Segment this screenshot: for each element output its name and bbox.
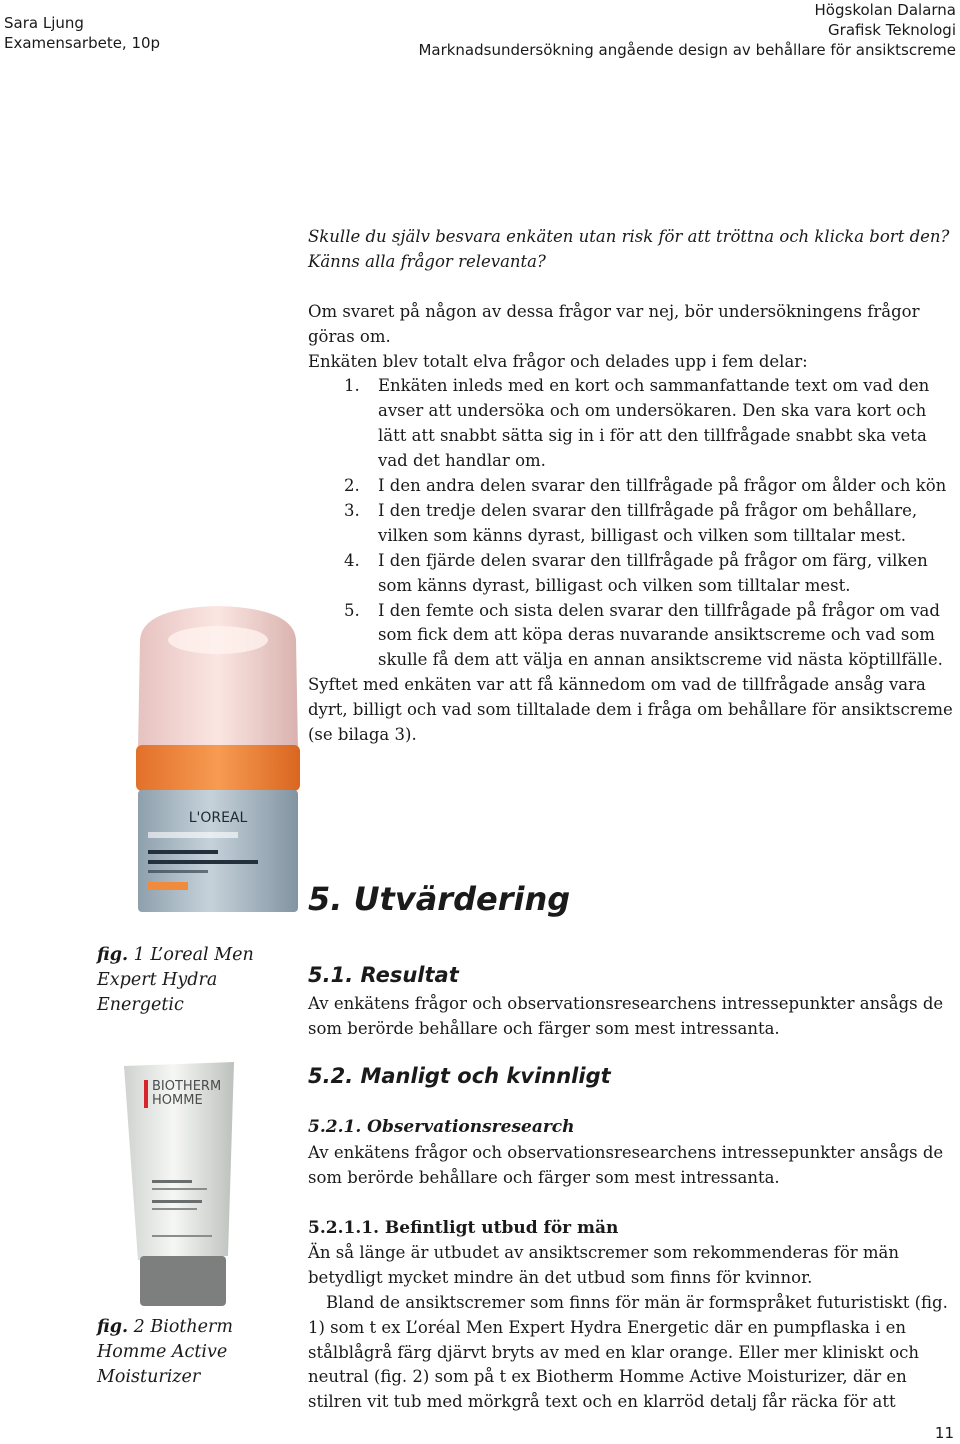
loreal-bottle-image <box>118 600 318 920</box>
paragraph-3: Syftet med enkäten var att få kännedom om vad de tillfrågade ansåg vara dyrt, billigt och vad som tilltalade dem i fråga om behållare för ansiktscreme (se bilaga 3). <box>308 675 953 745</box>
bottle-brand-text: L'OREAL <box>188 810 248 826</box>
list-item: 3. I den tredje delen svarar den tillfrågade på frågor om behållare, vilken som känns dyrast, billigast och vilken som tilltalar mest. <box>344 500 918 545</box>
fig-label: fig. <box>97 945 129 965</box>
tube-label-line-shape <box>152 1208 197 1210</box>
list-item: 2. I den andra delen svarar den tillfrågade på frågor om ålder och kön <box>344 476 947 496</box>
intro-question-1: Skulle du själv besvara enkäten utan risk för att tröttna och klicka bort den? <box>308 227 950 246</box>
section-5-2-1-1-paragraph-2: Bland de ansiktscremer som finns för män är formspråket futuristiskt (fig. 1) som t ex L’oréal Men Expert Hydra Energetic där en pumpflaska i en stålblågrå färg djärvt bryts av med en klar orange. Eller mer kliniskt och neutral (fig. 2) som på t ex Biotherm Homme Active Moisturizer, där en stilren vit tub med mörkgrå text och en klarröd detalj får räcka för att <box>308 1292 948 1412</box>
section-5-1-heading: 5.1. Resultat <box>308 963 459 987</box>
section-5-heading: 5. Utvärdering <box>308 880 571 918</box>
paragraph-2: Enkäten blev totalt elva frågor och delades upp i fem delar: <box>308 351 808 371</box>
fig-number: 1 <box>133 945 145 965</box>
figure-1-caption <box>97 943 277 1017</box>
section-5-2-heading: 5.2. Manligt och kvinnligt <box>308 1064 611 1088</box>
label-line-shape <box>148 850 218 854</box>
main-text-upper <box>308 225 958 748</box>
school-name: Högskolan Dalarna <box>814 1 956 19</box>
label-line-shape <box>148 870 208 873</box>
list-item: 1. Enkäten inleds med en kort och sammanfattande text om vad den avser att undersöka och om undersökaren. Den ska vara kort och lätt att snabbt sätta sig in i för att den tillfrågade snabbt ska veta vad det handlar om. <box>344 376 930 471</box>
list-item: 5. I den femte och sista delen svarar den tillfrågade på frågor om vad som fick dem att köpa deras nuvarande ansiktscreme och vad som skulle få dem att välja en annan ansiktscreme vid nästa köptillfälle. <box>344 600 943 670</box>
section-5-2-1-heading: 5.2.1. Observationsresearch <box>308 1117 575 1137</box>
label-line-shape <box>148 860 258 864</box>
tube-brand-line-2: HOMME <box>152 1093 203 1108</box>
section-5-2-1-1-heading: 5.2.1.1. Befintligt utbud för män <box>308 1218 619 1238</box>
page-number: 11 <box>934 1424 954 1442</box>
tube-red-detail-shape <box>144 1080 148 1108</box>
section-5-2-1-text: Av enkätens frågor och observationsresearchens intressepunkter ansågs de som berörde behållare och färger som mest intressanta. <box>308 1143 944 1187</box>
document-title: Marknadsundersökning angående design av behållare för ansiktscreme <box>418 41 956 59</box>
fig-caption-text: L’oreal Men Expert Hydra Energetic <box>97 945 254 1015</box>
section-5-2-1-1-paragraph-1: Än så länge är utbudet av ansiktscremer som rekommenderas för män betydligt mycket mindre än det utbud som finns för kvinnor. <box>308 1242 900 1287</box>
label-line-shape <box>148 832 238 838</box>
header-left <box>4 13 160 53</box>
tube-brand-line-1: BIOTHERM <box>152 1079 222 1094</box>
paragraph-1: Om svaret på någon av dessa frågor var nej, bör undersökningens frågor göras om. <box>308 301 920 346</box>
section-5-1-text: Av enkätens frågor och observationsresearchens intressepunkter ansågs de som berörde behållare och färger som mest intressanta. <box>308 994 944 1038</box>
label-orange-tag-shape <box>148 882 188 890</box>
orange-band-shape <box>136 745 300 791</box>
tube-label-line-shape <box>152 1188 207 1190</box>
program-name: Grafisk Teknologi <box>828 21 956 39</box>
fig-number: 2 <box>133 1317 145 1337</box>
header-right <box>418 0 956 60</box>
list-item: 4. I den fjärde delen svarar den tillfrågade på frågor om färg, vilken som känns dyrast, billigast och vilken som tilltalar mest. <box>344 550 928 595</box>
biotherm-tube-image <box>122 1060 242 1310</box>
tube-label-line-shape <box>152 1235 212 1237</box>
fig-label: fig. <box>97 1317 129 1337</box>
figure-2-caption <box>97 1315 277 1389</box>
survey-parts-list <box>308 374 958 673</box>
author-name: Sara Ljung <box>4 14 84 32</box>
tube-label-line-shape <box>152 1200 202 1203</box>
fig-caption-text: Biotherm Homme Active Moisturizer <box>97 1317 233 1387</box>
tube-label-line-shape <box>152 1180 192 1183</box>
section-5-2-1-1 <box>308 1216 958 1415</box>
tube-cap-shape <box>140 1256 226 1306</box>
intro-question-2: Känns alla frågor relevanta? <box>308 251 546 271</box>
pump-head-shape <box>168 626 268 654</box>
course-name: Examensarbete, 10p <box>4 34 161 52</box>
